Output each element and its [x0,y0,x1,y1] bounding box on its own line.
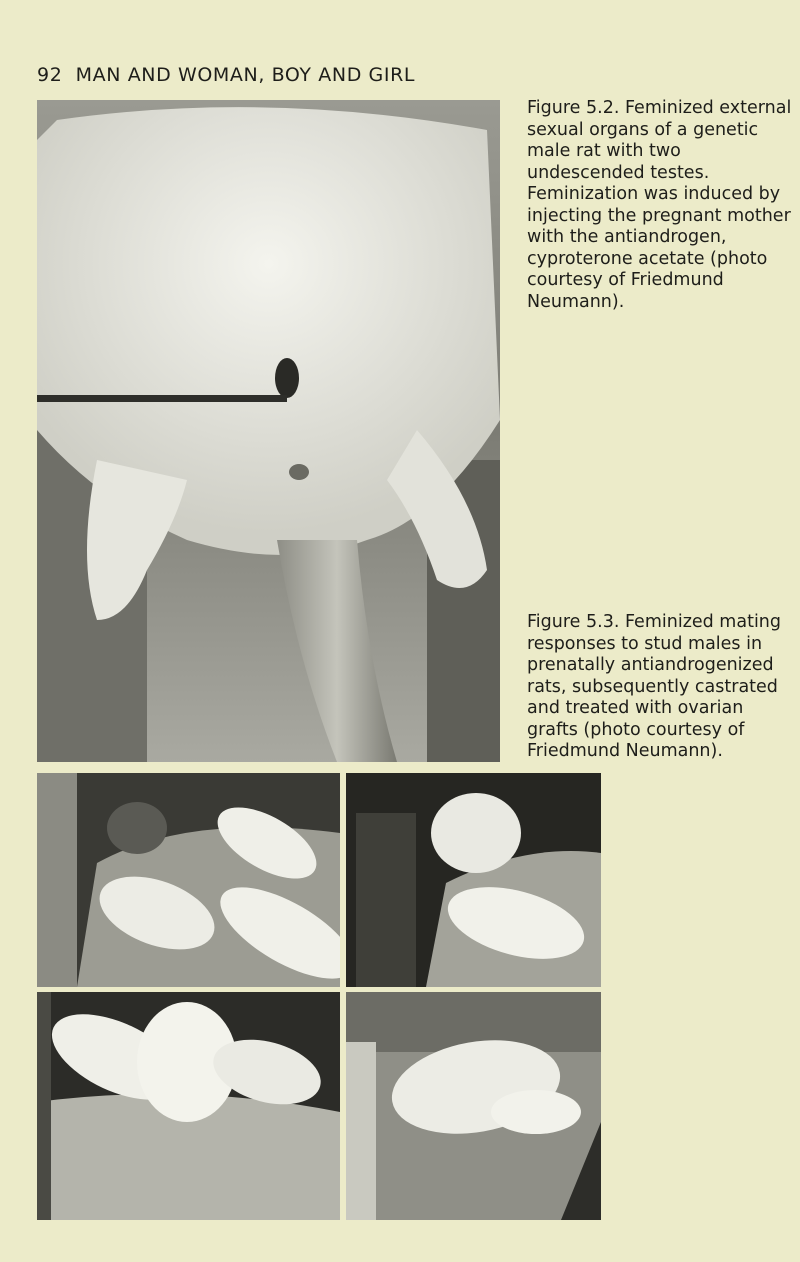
running-title: MAN AND WOMAN, BOY AND GIRL [75,64,416,86]
figure-5-3-photo-top-left [37,773,340,987]
page-number: 92 [37,64,63,86]
figure-5-2-photo [37,100,500,762]
figure-5-2-caption: Figure 5.2. Feminized external sexual organs of a genetic male rat with two undescended testes. Feminization was induced by injecting the pregnant mother with the antiandrogen, cyproterone acetate (photo courtesy of Friedmund Neumann). [527,98,792,312]
figure-5-3-photo-bottom-left [37,992,340,1220]
figure-5-3-photo-bottom-right [346,992,601,1220]
figure-5-3-caption: Figure 5.3. Feminized mating responses to stud males in prenatally antiandrogenized rats, subsequently castrated and treated with ovarian grafts (photo courtesy of Friedmund Neumann). [527,612,782,761]
running-header [37,64,415,86]
figure-5-3-photo-top-right [346,773,601,987]
